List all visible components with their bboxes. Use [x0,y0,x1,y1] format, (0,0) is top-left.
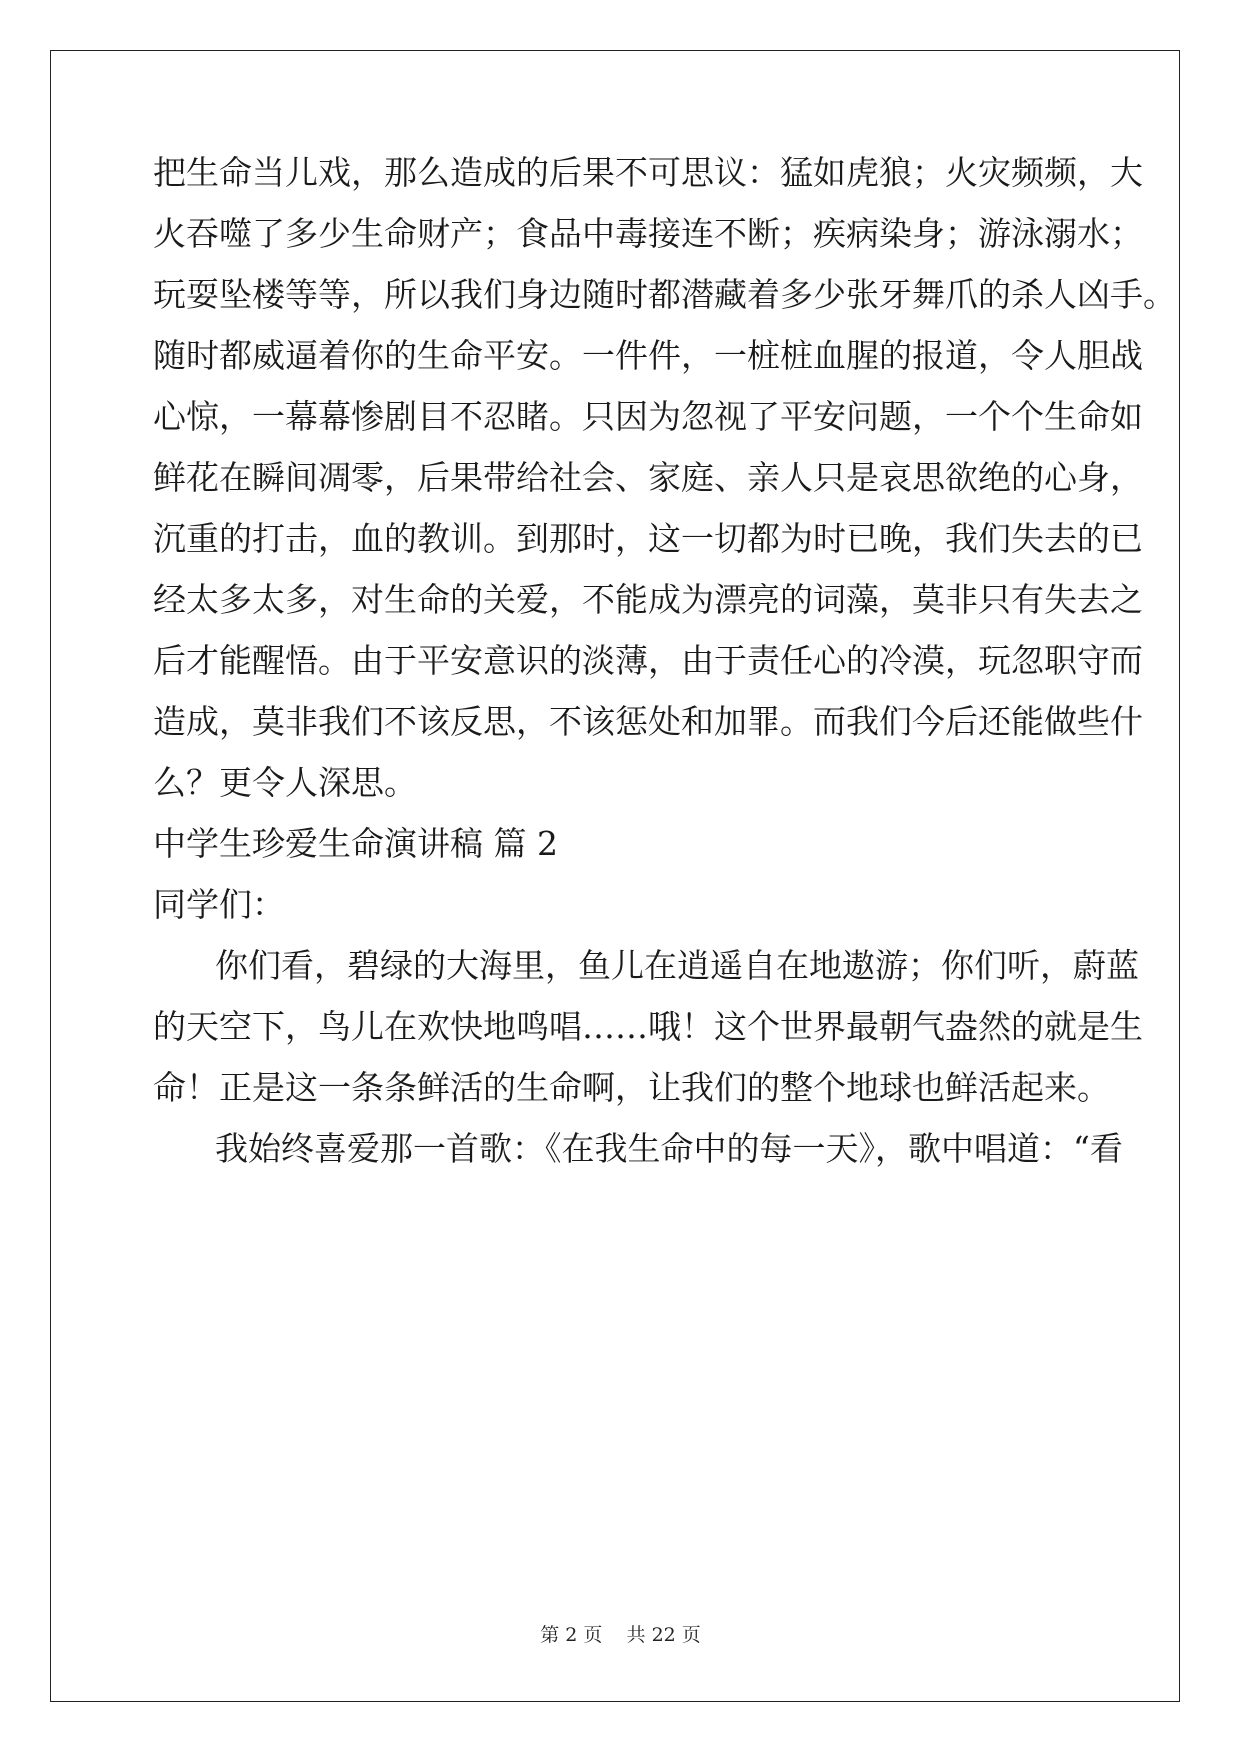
paragraph-line: 你们看，碧绿的大海里，鱼儿在逍遥自在地遨游；你们听，蔚蓝 [215,946,1139,985]
body-line: 沉重的打击，血的教训。到那时，这一切都为时已晚，我们失去的已 [153,519,1143,558]
body-line: 把生命当儿戏，那么造成的后果不可思议：猛如虎狼；火灾频频，大 [153,153,1143,192]
paragraph-line-last: 命！正是这一条条鲜活的生命啊，让我们的整个地球也鲜活起来。 [153,1068,1110,1107]
body-line-last: 么？更令人深思。 [153,763,417,802]
body-line: 鲜花在瞬间凋零，后果带给社会、家庭、亲人只是哀思欲绝的心身， [153,458,1143,497]
section-title: 中学生珍爱生命演讲稿 篇 2 [153,824,558,863]
body-line: 经太多太多，对生命的关爱，不能成为漂亮的词藻，莫非只有失去之 [153,580,1143,619]
body-line: 造成，莫非我们不该反思，不该惩处和加罪。而我们今后还能做些什 [153,702,1143,741]
body-line: 心惊，一幕幕惨剧目不忍睹。只因为忽视了平安问题，一个个生命如 [153,397,1143,436]
paragraph-line: 我始终喜爱那一首歌：《在我生命中的每一天》，歌中唱道：“看 [215,1129,1123,1168]
body-line: 火吞噬了多少生命财产；食品中毒接连不断；疾病染身；游泳溺水； [153,214,1143,253]
salutation: 同学们： [153,885,285,924]
paragraph-line: 的天空下，鸟儿在欢快地鸣唱……哦！这个世界最朝气盎然的就是生 [153,1007,1143,1046]
body-line: 玩耍坠楼等等，所以我们身边随时都潜藏着多少张牙舞爪的杀人凶手。 [153,275,1176,314]
page-footer: 第 2 页 共 22 页 [540,1624,701,1646]
body-line: 后才能醒悟。由于平安意识的淡薄，由于责任心的冷漠，玩忽职守而 [153,641,1143,680]
body-line: 随时都威逼着你的生命平安。一件件，一桩桩血腥的报道，令人胆战 [153,336,1143,375]
